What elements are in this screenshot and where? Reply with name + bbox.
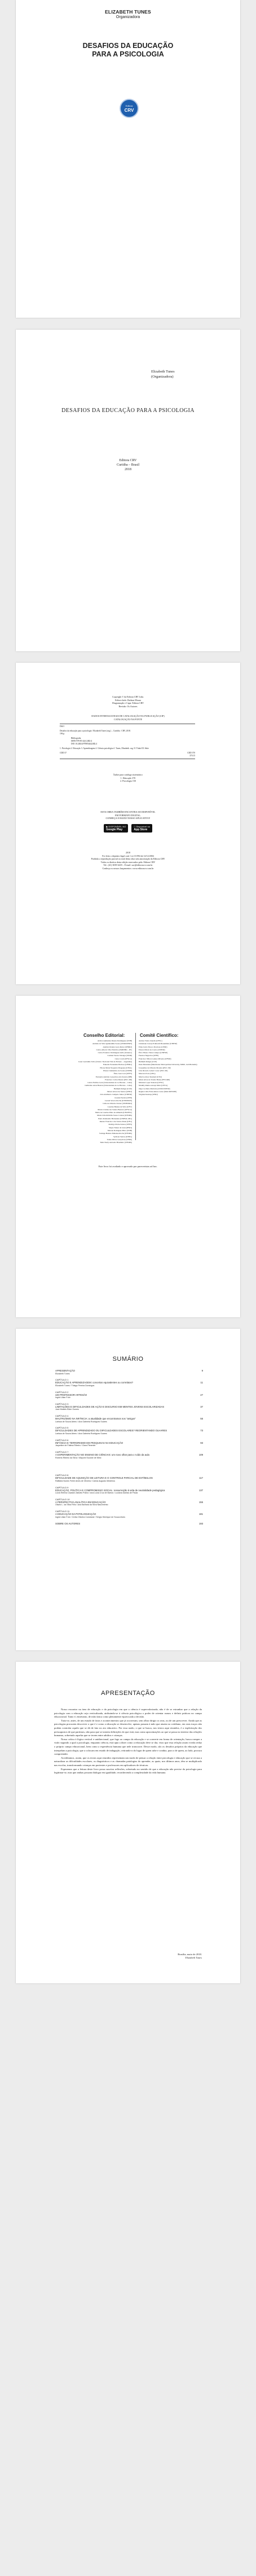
board-member: Celso Conti (UFSCar) — [114, 1057, 132, 1060]
app-store-label: App Store — [135, 828, 149, 831]
toc-line — [55, 1381, 203, 1385]
presentation-paragraph: Nosso encontro na área de educação e da psicologia em que a ciência é supervalorizada, não é de se estranhar que a relação da psicologia com a educação seja verticalizada, atribuindo-se à ciência psicológica o poder de orientar rumos e definir práticas no campo educacional. Tanto é, entretanto, de mão única como plenamente equivocada a decisão. — [54, 1708, 202, 1719]
toc-line — [55, 1522, 203, 1526]
summary-list — [55, 1369, 203, 1528]
toc-entry[interactable] — [55, 1451, 203, 1459]
committee-member: Jacqueline de Oliveira Moreira (PUC-SP) — [139, 1066, 171, 1069]
cip-header — [16, 715, 240, 721]
board-member: Solange Helena Ximenes-Rocha (UFOPA) — [99, 1132, 132, 1135]
cover-title-line-1: DESAFIOS DA EDUCAÇÃO — [82, 42, 174, 50]
board-member: Maria de Lourdes Pinto de Almeida (UNOESC) — [95, 1111, 132, 1114]
toc-entry[interactable] — [55, 1498, 203, 1506]
board-member: Lourdes Helena da Silva (UFV) — [107, 1105, 132, 1108]
committee-member: Érico Bruno Viana Campos (UNESP) — [139, 1052, 168, 1054]
board-member: Sydione Santos (UEPG) — [113, 1135, 132, 1138]
half-title-imprint — [16, 458, 240, 472]
toc-author: José Moisés Elder Gomes — [55, 1408, 79, 1411]
committee-member: João Ricardo Lebert Cozac (PUC-SP) — [139, 1069, 168, 1072]
committee-member: Marcelo Porto (UEG) — [139, 1072, 156, 1075]
presentation-body — [54, 1708, 202, 1775]
toc-page-number: 117 — [199, 1477, 203, 1480]
cip-line: 196 p. — [60, 733, 65, 735]
toc-author: Ingrid Lilian Fuhr — [55, 1396, 70, 1399]
committee-member: Regina Célia Faria Amaro Giora (MACKENZIE) — [139, 1090, 177, 1093]
legal-line: Todos os direitos desta edição reservados pela: Editora CRV — [100, 860, 156, 864]
toc-page-number: 137 — [198, 1488, 203, 1492]
toc-chapter-label: CAPÍTULO 2 — [55, 1390, 69, 1394]
toc-page-number: 181 — [198, 1513, 203, 1516]
board-member: Fernando Antônio Gonçalves Alcoforado (IPB) — [95, 1075, 132, 1078]
presentation-paragraph: Trata-se, antes, de um estudo de fatos e acontecimentos que já ocorreram, sem olhar dirigir os seus, ou de um prescrever. Ainda que as psicologias procurem descrever o que é e como a educação se desenvolve, apenas passam à mão que atuem no cotidiano, em seus traços não podem controlar aquilo que se dá de fato no ato educativo. Por essa razão, o que se busca, nos textos aqui reunidos, é a explicitação dos pressupostos de que partimos, não para que se tornem definições do que está, mas como aproximações ao que se passa no interior das relações humanas, sobretudo aquelas que se tecem entre adultos e crianças. — [54, 1719, 202, 1737]
board-member: Renato Francisco dos Santos Paula (UFG) — [99, 1120, 132, 1123]
toc-page-number: 93 — [200, 1441, 203, 1444]
cover-role: Organizadora — [116, 15, 140, 19]
board-member: Leonel Severo Rocha (UNISINOS) — [104, 1099, 132, 1102]
committee-member: Fauston Negreiros (UFPI) — [139, 1054, 159, 1057]
board-member: Andréia da Silva Quintanilha Sousa (UNIR/UFRN) — [92, 1042, 132, 1045]
summary-page — [16, 1329, 240, 1650]
signature-place-date: Brasília, maio de 2018. — [178, 1953, 202, 1956]
scientific-committee-list — [139, 1040, 218, 1097]
board-member: Rodrigo Pratte-Santos (UFES) — [108, 1123, 132, 1126]
catalog-index — [16, 773, 240, 783]
board-member: Élsio José Corá (UFFS) — [113, 1072, 132, 1075]
board-member: Paulo Romualdo Hernandes (UNIFAL-MG) — [98, 1117, 132, 1120]
toc-entry[interactable] — [55, 1522, 203, 1526]
committee-member: Francisco Nilton Gomes Oliveira (UFSM) — [139, 1057, 171, 1060]
toc-title: MALTRUÍSMO NA INFÂNCIA: a atualidade que encontramos nos “amigos” — [55, 1417, 136, 1421]
board-member: Maria Lília Imbiriba Sousa Colares (UFOPA) — [97, 1114, 132, 1117]
editorial-board-page — [16, 996, 240, 1317]
cdd-right-1: CDD 370 — [187, 752, 195, 754]
toc-entry[interactable] — [55, 1414, 203, 1423]
board-member: Simone Rodrigues Pinto (UNB) — [107, 1129, 132, 1132]
cdd-left: CDD 37 — [60, 752, 67, 754]
copyright-page — [16, 663, 240, 984]
copyright-line: Diagramação e Capa: Editora CRV — [112, 702, 144, 705]
board-member: Elizeu Clementino de Souza (UNEB) — [103, 1069, 132, 1072]
board-member: Francisco Carlos Duarte (PUC-PR) — [105, 1078, 132, 1081]
toc-line — [55, 1453, 203, 1457]
toc-chapter-label: CAPÍTULO 11 — [55, 1510, 70, 1513]
app-store-badges — [16, 824, 240, 833]
toc-title: APRESENTAÇÃO — [55, 1369, 76, 1372]
toc-entry[interactable] — [55, 1369, 203, 1375]
toc-line — [55, 1394, 203, 1397]
toc-entry[interactable] — [55, 1486, 203, 1495]
toc-entry[interactable] — [55, 1439, 203, 1447]
legal-line: Tel.: (41) 3039-6418 – E-mail: sac@editoracrv.com.br — [103, 864, 153, 867]
toc-chapter-label: CAPÍTULO 1 — [55, 1378, 69, 1382]
board-member: Lídia de Oliveira Xavier (UNIEURO) — [103, 1102, 132, 1105]
toc-page-number: 27 — [200, 1393, 203, 1396]
column-divider — [135, 1033, 136, 1140]
toc-author: Raffaela Nunes Freire Alves de Oliveira / Carlos Augusto Medeiros — [55, 1479, 115, 1482]
cdd-right-2: 370.15 — [189, 755, 195, 757]
publisher-logo-icon — [120, 99, 139, 118]
toc-entry[interactable] — [55, 1510, 203, 1518]
toc-author: Lúcia Helena Cavasin Zabotto Pulino / Ana Lúcia Cruz de Barros / Luciana Dantas de Paula — [55, 1492, 138, 1495]
toc-page-number: 73 — [200, 1429, 203, 1432]
toc-author: Larissa de Souza Abreu / Ana Gabriela Rodrigues Soares — [55, 1420, 107, 1423]
ebook-line: CONHEÇA E BAIXE NOSSO APLICATIVO! — [105, 817, 151, 820]
toc-entry[interactable] — [55, 1426, 203, 1435]
board-member: Carmen Tereza Velanga (UNIR) — [107, 1054, 132, 1057]
logo-crv-text: CRV — [124, 108, 134, 113]
committee-member: Marcia Alves Tassinari (USU) — [139, 1075, 162, 1078]
committee-member: Virgínia Kastrup (UFRJ) — [139, 1093, 158, 1096]
half-title-text: DESAFIOS DA EDUCAÇÃO PARA A PSICOLOGIA — [61, 408, 195, 414]
board-member: Sérgio Nunes de Jesus (IFRO) — [108, 1126, 132, 1129]
toc-title: DIFICULDADE DE AQUISIÇÃO DE LEITURA E O CONTROLE PARCIAL DE ESTÍMULOS — [55, 1477, 153, 1480]
toc-author: Elizabeth Tunes / Thiago Pereira Domingos — [55, 1384, 95, 1387]
copyright-credits — [16, 695, 240, 708]
toc-author: Ingrid Lilian Fuhr / Cíntia Oliveira Constanzi / Sérgio Henrique de Souza Alves — [55, 1515, 126, 1518]
cip-record — [60, 724, 195, 759]
ebook-line: EM FORMATO DIGITAL. — [115, 813, 141, 817]
imprint-city: Curitiba – Brasil — [117, 463, 139, 467]
committee-member: Monilly Ramos Araujo Melo (UFCG) — [139, 1084, 168, 1087]
cip-line: Bibliografia — [71, 737, 81, 739]
toc-title: A PERSPECTIVA ANALÍTICA EM EDUCAÇÃO — [55, 1500, 106, 1504]
toc-chapter-label: CAPÍTULO 4 — [55, 1414, 69, 1418]
copyright-line: Copyright © da Editora CRV Ltda. — [112, 695, 144, 698]
presentation-paragraph: Nossa crítica à lógica vertical e unidirecional, que foge ao campo da educação e se converte em forma de orientação, busca romper a visão segundo a qual a psicologia, enquanto ciência, está apta a dizer como a educação deve se dar, visto que essa relação assim vivida reduz o próprio campo educacional, bem como a experiência humana que nele transcorre. Desse modo, são os desafios próprios da educação que interpelam a psicologia, que a colocam em estado de indagação, retirando-a do lugar de quem sabe e conduz, para o de quem, ao lado, procura compreender. — [54, 1737, 202, 1756]
toc-title: UM PROFESSOR ARTESÃO — [55, 1393, 87, 1396]
toc-entry[interactable] — [55, 1403, 203, 1411]
presentation-page — [16, 1662, 240, 1983]
half-title-author-role: (Organizadora) — [151, 375, 174, 379]
toc-title: A EXPERIMENTAÇÃO NO ENSINO DE CIÊNCIAS: um novo olhar para o ruído da aula — [55, 1453, 149, 1457]
toc-chapter-label: CAPÍTULO 5 — [55, 1426, 69, 1430]
committee-member: Mariana Lopez Teixeira (UFSC) — [139, 1081, 164, 1084]
legal-notice — [16, 851, 240, 870]
committee-member: Edna Lúcia Tinoco Ponciano (UERJ) — [139, 1045, 167, 1048]
toc-page-number: 37 — [200, 1405, 203, 1408]
editorial-board-list — [53, 1040, 132, 1144]
toc-chapter-label: CAPÍTULO 9 — [55, 1486, 69, 1489]
cip-line: 1. Psicologia 2. Educação 3. Aprendizagem 4. Ciência psicológica I. Tunes, Elizabeth. org. II. Título III. Série — [60, 747, 149, 750]
toc-author: Elizabeth Tunes — [55, 1372, 70, 1375]
legal-year: 2018 — [126, 851, 130, 854]
toc-page-number: 55 — [200, 1417, 203, 1421]
toc-entry[interactable] — [55, 1474, 203, 1482]
toc-page-number: 109 — [198, 1453, 203, 1457]
presentation-paragraph: Esperamos que a leitura deste livro possa suscitar reflexões, sobretudo no sentido de que a educação não precise da psicologia para legitimar-se, mas que ambas possam dialogar em igualdade, reconhecendo a complexidade da vida humana. — [54, 1767, 202, 1775]
cdd-right — [187, 752, 195, 757]
toc-title: INFÂNCIA E TERRORISMO EM PESQUISAS NA EDUCAÇÃO — [55, 1441, 123, 1444]
toc-entry[interactable] — [55, 1378, 203, 1387]
toc-author: Roberto Ribeiro da Silva / Mayumi Suzane de Melo — [55, 1456, 101, 1459]
toc-title: EDUCAÇÃO, POLÍTICA E COMPROMISSO SOCIAL: ressurreição à vida de neutralidade pedagógica — [55, 1488, 165, 1492]
google-play-label: Google Play — [106, 828, 123, 831]
half-title-author-name: Elizabeth Tunes — [151, 370, 175, 374]
toc-title: SOBRE OS AUTORES — [55, 1522, 81, 1525]
cip-line: Desafios da educação para a psicologia / Elizabeth Tunes (org.) – Curitiba : CRV, 2018. — [60, 730, 131, 732]
cover-title-line-2: PARA A PSICOLOGIA — [92, 50, 164, 58]
summary-heading: SUMÁRIO — [112, 1356, 144, 1363]
toc-author: Otávio L. da Silva Filho / Ana Barbara da Silva Nascimento — [55, 1504, 108, 1506]
signature-name: Elizabeth Tunes — [185, 1956, 202, 1959]
board-member: Aldira Guimarães Duarte Domínguez (UNB) — [97, 1040, 132, 1042]
toc-chapter-label: CAPÍTULO 6 — [55, 1438, 69, 1442]
index-item: 1. Educação 370 — [120, 776, 136, 779]
board-member: Carlos Alberto Vilar Estêvão (UMINHO – PT) — [96, 1048, 132, 1051]
ebook-line: ESTA OBRA TAMBÉM ENCONTRA-SE DISPONÍVEL — [100, 811, 156, 813]
peer-review-note: Este livro foi avaliado e aprovado por pareceristas ad hoc. — [98, 1165, 158, 1168]
cip-line: D441 — [60, 725, 64, 728]
board-member: Elione Maria Nogueira Diogenes (UFAL) — [100, 1066, 132, 1069]
board-member: Guillermo Arias Beatón (Universidade de La Havana – Cuba) — [85, 1084, 132, 1087]
google-play-badge[interactable] — [104, 824, 128, 833]
legal-line: Proibida a reprodução parcial ou total desta obra sem autorização da Editora CRV — [91, 857, 165, 861]
committee-member: Olga Ceciliato Mattioli (ASSIS/UNESP) — [139, 1087, 170, 1090]
committee-member: Christiane Carrijo Eckhardt Mouammar (UNESP) — [139, 1042, 177, 1045]
toc-chapter-label: CAPÍTULO 10 — [55, 1497, 70, 1501]
board-member: Jailson Alves dos Santos (UFRJ) — [107, 1090, 132, 1093]
copyright-line: Editor-chefe: Railson Moura — [115, 698, 141, 702]
toc-author: Jaqueline de Fátima Ribeiro / Clara Pimentel — [55, 1444, 96, 1447]
copyright-line: Revisão: Os Autores — [118, 704, 138, 708]
committee-member: Helmuth Krüger (UCP) — [139, 1061, 157, 1063]
board-member: Antônio Pereira Gaio Júnior (UFRRJ) — [103, 1045, 132, 1048]
legal-line: Conheça os nossos lançamentos: www.editoracrv.com.br — [102, 866, 154, 870]
presentation-signature — [178, 1953, 202, 1960]
toc-line — [55, 1417, 203, 1421]
board-member: Josania Portela (UFPI) — [114, 1096, 132, 1099]
google-play-small: DISPONÍVEL NO — [108, 825, 126, 828]
half-title-page — [16, 330, 240, 651]
board-member: Cesar Gerónimo Tello (Univer .Nacional Três de Febrero – Argentina) — [78, 1061, 132, 1063]
legal-line: Foi feito o depósito legal conf. Lei 10.994 de 14/12/2004 — [102, 854, 154, 857]
scientific-committee-title: Comitê Científico: — [140, 1033, 179, 1038]
board-member: Maria Cristina dos Santos Bezerra (UFSCar) — [98, 1108, 132, 1111]
toc-chapter-label: CAPÍTULO 7 — [55, 1451, 69, 1454]
cdd-row — [60, 752, 195, 757]
toc-entry[interactable] — [55, 1391, 203, 1399]
board-member: Helmuth Krüger (UCP) — [113, 1087, 132, 1090]
toc-title: A EDUCAÇÃO DA PATOLOGIZAÇÃO — [55, 1513, 96, 1516]
toc-chapter-label: CAPÍTULO 3 — [55, 1402, 69, 1405]
board-member: Carlos Federico Dominguez Avila (Unieuro) — [98, 1052, 132, 1054]
committee-member: Andrea Vieira Zanella (UFSC) — [139, 1040, 162, 1042]
toc-line — [55, 1513, 203, 1516]
imprint-year: 2018 — [125, 468, 131, 471]
app-store-small: Disponível na — [135, 825, 149, 828]
cip-line: DOI 10.24824/978854442482.4 — [71, 743, 98, 745]
ebook-notice — [16, 811, 240, 820]
index-item: 2. Psicologia 150 — [120, 779, 136, 783]
board-member: Eduardo Fernandes Barbosa (UFMG) — [103, 1063, 132, 1066]
committee-member: Maria Alves de Toledo Bruns (FFCLRP) — [139, 1078, 170, 1081]
presentation-paragraph: Acreditamos, assim, que os textos aqui reunidos representam um modo de pensar a relação entre psicologia e educação que se recusa a naturalizar as dificuldades escolares, os diagnósticos e as chamadas patologias do aprender, as quais, nos últimos anos, têm se multiplicado nas escolas, transformando crianças em pacientes e professores em aplicadores de técnicas. — [54, 1756, 202, 1767]
app-store-badge[interactable] — [131, 824, 152, 833]
toc-title: EDUCAÇÃO E APRENDIZAGEM: conceitos equivalentes ou correlatos? — [55, 1381, 134, 1385]
cip-line: ISBN 978-85-444-2482-4 — [71, 740, 92, 742]
toc-title: DIFICULDADES DE APRENDIZADO OU DIFICULDADES ESCOLARES? REORIENTANDO OLHARES — [55, 1429, 167, 1432]
cover-author: ELIZABETH TUNES — [105, 9, 151, 15]
presentation-heading: APRESENTAÇÃO — [101, 1690, 155, 1697]
toc-title: LIMITAÇÕES E DIFICULDADES DE AÇÃO E DISCURSO EM MENTES JOVENS ESCOLARIZADAS — [55, 1405, 165, 1408]
google-play-icon: ▶ — [106, 825, 108, 828]
toc-page-number: 155 — [198, 1500, 203, 1504]
toc-page-number: 11 — [200, 1381, 203, 1385]
imprint-publisher: Editora CRV — [119, 459, 137, 462]
toc-page-number: 9 — [201, 1369, 203, 1372]
committee-member: Edson Olivari de Castro (UNESP) — [139, 1048, 165, 1051]
logo-editora-text: Editora — [125, 104, 133, 107]
board-member: João Adalberto Campato Junior (UNESP) — [100, 1093, 132, 1096]
half-title-author — [151, 369, 175, 379]
board-member: Tadeu Oliver Gonçalves (UFPA) — [107, 1138, 132, 1141]
cip-header-line: DADOS INTERNACIONAIS DE CATALOGAÇÃO-NA-PUBLICAÇÃO (CIP) — [91, 715, 165, 717]
toc-page-number: 193 — [198, 1522, 203, 1525]
toc-chapter-label: CAPÍTULO 8 — [55, 1474, 69, 1477]
committee-member: Ilana Mountian (Manchester Metropolitan University, MMU, Grã-Bretanha) — [139, 1063, 197, 1066]
cover-title — [16, 42, 240, 59]
toc-line — [55, 1369, 203, 1373]
cip-sub-line: CATALOGAÇÃO NA FONTE — [113, 717, 143, 721]
board-member: Tania Suely Azevedo Brasileiro (UFOPA) — [100, 1141, 132, 1144]
editorial-board-title: Conselho Editorial: — [83, 1033, 125, 1038]
cover-page — [16, 0, 240, 318]
board-member: Gloria Fariñas León (Universidade de La Havana – Cuba) — [87, 1081, 132, 1084]
toc-author: Larissa de Souza Abreu / Ana Gabriela Rodrigues Soares — [55, 1432, 107, 1435]
index-title: Índice para catálogo sistemático — [113, 773, 143, 776]
